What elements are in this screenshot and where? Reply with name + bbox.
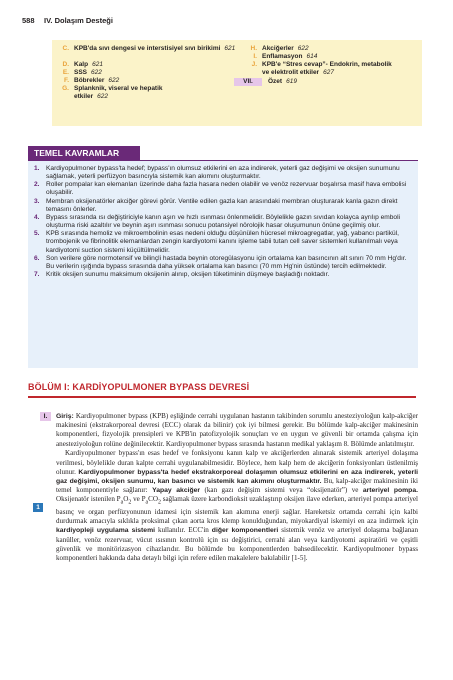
- toc-page: 621: [92, 61, 103, 68]
- key-concepts-box: [28, 160, 418, 368]
- toc-item[interactable]: [240, 78, 422, 86]
- list-item: [34, 255, 410, 271]
- subscript: 2: [158, 499, 161, 506]
- toc-title: Kalp: [74, 61, 89, 68]
- list-item: [34, 271, 410, 279]
- bold-run: Yapay akciğer: [152, 487, 201, 495]
- item-text: Roller pompalar kan elemanları üzerinde daha fazla hasara neden olabilir ve venöz rezervuar boşalırsa masif hava embolisi oluşabilir.: [46, 181, 407, 197]
- toc-right-column: [240, 45, 422, 86]
- list-item: [34, 230, 410, 254]
- item-text: KPB sırasında hemoliz ve mikroembolinin esas nedeni olduğu düşünülen hücresel mikroagregatlar, yağ, yabancı partikül, trombojenik ve fibrinolitik elemanlardan zengin kardiyotomi kanını işleme tabii tutan cell saver sistemleri kullanılmalı veya kardiyotomi suction sistemi küçültülmelidir.: [46, 230, 399, 254]
- item-text: Son verilere göre normotensif ve bilinçli hastada beynin otoregülasyonu için ortalama kan basıncının alt sınırı 70 mm Hg'dır. Bu verilerin ışığında bypass sırasında daha yüksek ortalama kan basıncı (70 mm Hg'nin üstünde) tercih edilmektedir.: [46, 254, 407, 270]
- toc-letter: D.: [62, 61, 69, 68]
- item-number: 7.: [34, 271, 40, 279]
- toc-letter: I.: [253, 53, 257, 61]
- item-text: Kritik oksijen sunumu maksimum oksijenin alınıp, oksijen tüketiminin düşmeye başladığı noktadır.: [46, 271, 330, 279]
- toc-page: 622: [297, 45, 309, 52]
- item-text: Kardiyopulmoner bypass'ta hedef; bypass'ın olumsuz etkilerini en aza indirerek, yeterli gaz değişimi ve oksijen sunumunu sağlamak, yeterli perfüzyon basıncıyla sistemik kan akımını oluşturmaktır.: [46, 165, 400, 181]
- subscript: 2: [128, 499, 132, 506]
- toc-letter: J.: [251, 61, 257, 69]
- paragraph-main: [56, 449, 418, 563]
- toc-item[interactable]: [52, 61, 242, 69]
- section-heading: BÖLÜM I: KARDİYOPULMONER BYPASS DEVRESİ: [28, 382, 250, 392]
- key-concepts-list: [34, 165, 410, 279]
- toc-item[interactable]: [240, 61, 422, 77]
- item-number: 5.: [34, 230, 40, 238]
- subscript: a: [145, 499, 149, 506]
- section-divider: [28, 396, 416, 398]
- item-text: Membran oksijenatörler akciğer görevi görür. Ventile edilen gazla kan arasındaki membran oluşturarak kanla gazın direkt temasını önlerler.: [46, 197, 398, 213]
- toc-item[interactable]: [52, 69, 242, 77]
- bold-run: arteriyel pompa.: [362, 487, 418, 495]
- toc-item[interactable]: [240, 53, 422, 61]
- toc-item[interactable]: [240, 45, 422, 53]
- text-run: O: [123, 495, 129, 504]
- toc-page: 622: [91, 69, 102, 77]
- toc-left-column: [52, 45, 242, 101]
- table-of-contents: [52, 40, 422, 126]
- text-run: kullanılır. ECC'in: [155, 526, 212, 535]
- chapter-title: IV. Dolaşım Desteği: [44, 16, 113, 25]
- item-text: Bypass sırasında ısı değiştiriciyle kanın aşırı ve hızlı ısınması önlenmelidir. Böylelikle gazın sıvıdan kolayca ayrılıp emboli oluşturma riski azaltılır ve beynin aşırı ısınması sonucu potansiyel nörolojik hasar oluşumunun önüne geçilmiş olur.: [46, 213, 401, 230]
- toc-letter: H.: [250, 45, 257, 52]
- toc-letter: E.: [62, 69, 69, 77]
- toc-title: Böbrekler: [74, 77, 105, 85]
- toc-page: 614: [306, 53, 318, 61]
- section-body: [56, 412, 418, 563]
- subscript: a: [120, 499, 124, 506]
- key-concepts-title: TEMEL KAVRAMLAR: [28, 146, 140, 160]
- key-point-marker: 1: [33, 503, 43, 512]
- toc-title: Özet: [268, 78, 283, 86]
- text-run: Bu, kalp-akciğer makinesinin iki temel komponentiyle sağlanır:: [56, 476, 418, 495]
- toc-title: Splanknik, viseral ve hepatik etkiler: [74, 85, 163, 101]
- list-item: [34, 198, 410, 214]
- page-number: 588: [22, 16, 35, 25]
- bold-run: kardiyopleji uygulama sistemi: [56, 527, 156, 535]
- item-number: 1.: [34, 165, 40, 172]
- item-number: 6.: [34, 254, 40, 262]
- list-item: [34, 214, 410, 230]
- toc-page: 619: [286, 78, 297, 86]
- toc-item[interactable]: [52, 45, 242, 61]
- item-number: 4.: [34, 213, 40, 221]
- toc-letter: G.: [62, 85, 69, 93]
- bold-run: diğer komponentleri: [211, 527, 279, 535]
- toc-page: 622: [97, 93, 109, 101]
- text-run: CO: [148, 495, 158, 504]
- intro-text: Kardiyopulmoner bypass (KPB) eşliğinde cerrahi uygulanan hastanın takibinden sorumlu anesteziyoloğun kalp-akciğer makinesini (ekstrakorporeal devresi (ECC) olarak da bilinir) çok iyi bilmesi gerekir. Bu bölümde kalp-akciğer makinesinin komponentleri, fizyolojik prensipleri ve KPB'in patofizyolojik sonuçları ve en uygun ve güvenli bir ortamda çalışma için anesteziyoloğun rolüne değinilecektir. Kardiyopulmoner bypass sırasında hastanın medikal yaklaşım 8. Bölümde anlatılmıştır.: [56, 412, 418, 448]
- toc-title: Akciğerler: [262, 45, 294, 52]
- text-run: sistemik venöz ve arteriyel dolaşıma bağlanan kanüller, venöz rezervuar, vücut ısısının kontrolü için ısı değiştirici, cerrahi alan veya kardiyotomi aspiratörü ve çeşitli güvenlik ve monitörizasyon cihazlarıdır. Bu bölümde bu komponentlerden bahsedilecektir. Kardiyopulmoner bypass komponentleri hakkında daha detaylı bilgi için refere edilen makalelere bakılabilir [1-5].: [56, 526, 418, 562]
- toc-item[interactable]: [52, 77, 242, 85]
- item-number: 2.: [34, 181, 40, 189]
- toc-page: 627: [323, 69, 334, 77]
- paragraph-intro: [56, 412, 418, 449]
- toc-title: SSS: [74, 69, 88, 77]
- list-item: [34, 181, 410, 197]
- toc-roman-numeral: VII.: [234, 78, 262, 86]
- item-number: 3.: [34, 197, 40, 205]
- text-run: (kan gazı değişim sistemi veya “oksijenatör”) ve: [200, 486, 363, 495]
- text-run: ve P: [131, 495, 146, 504]
- text-run: sağlamak üzere karbondioksit uzaklaştırıp oksijen ilave ederken, arteriyel pompa arteriyel basınç ve organ perfüzyonunun idamesi için sistemik kan akımına enerji sağlar. Hareketsiz ortamda cerrahi için kalbi durdurmak amacıyla sıklıkla proksimal çıkan aorta kros klemp konulduğundan, miyokardiyal iskemiyi en aza indirmek için: [56, 495, 419, 526]
- bold-run: Kardiyopulmoner bypass'ta hedef ekstrakorporeal dolaşımın olumsuz etkilerini en aza indirerek, yeterli gaz değişimi, oksijen sunumu, kan basıncı ve sistemik kan akımını oluşturmaktır.: [56, 468, 418, 485]
- toc-title: KPB'e “Stres cevap”- Endokrin, metabolik ve elektrolit etkiler: [262, 61, 392, 77]
- toc-letter: F.: [63, 77, 69, 85]
- toc-item[interactable]: [52, 85, 242, 101]
- text-run: Oksijenatör istenilen P: [56, 495, 121, 504]
- roman-numeral-marker: I.: [40, 412, 51, 421]
- toc-page: 622: [108, 77, 120, 85]
- toc-letter: C.: [62, 45, 69, 52]
- intro-lead: Giriş:: [56, 413, 74, 420]
- toc-title: Enflamasyon: [262, 53, 303, 61]
- text-run: Kardiyopulmoner bypass'ın esas hedef ve fonksiyonu kanın kalp ve akciğerlerden alınarak sistemik arteriyel dolaşıma verilmesi, böylelikle duran kalpte cerrahi uygulanabilmesidir. Böylece, hem kalp hem de akciğerin fonksiyonları üstlenilmiş olunur.: [56, 449, 418, 476]
- toc-title: KPB'da sıvı dengesi ve interstisiyel sıvı birikimi: [74, 45, 221, 52]
- list-item: [34, 165, 410, 181]
- page-header: [22, 14, 442, 30]
- toc-page: 621: [224, 45, 236, 52]
